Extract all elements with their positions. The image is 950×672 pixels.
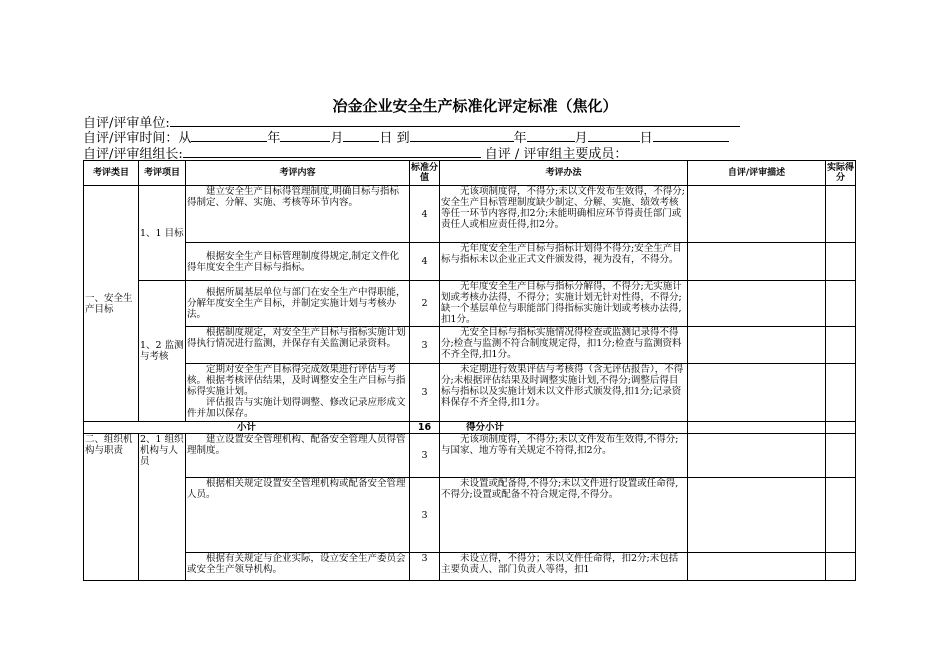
evaluation-table [83, 160, 856, 581]
item-cell: 1、2 监测与考核 [139, 281, 186, 422]
description-cell[interactable] [688, 553, 826, 581]
table-row [84, 553, 856, 581]
to-year-blank[interactable] [410, 129, 514, 142]
table-header-row [84, 161, 856, 186]
method-cell: 未设置或配备得,不得分;未以文件进行设置或任命得,不得分;设置或配备不符合规定得,不得分。 [440, 478, 688, 553]
score-cell: 3 [410, 478, 440, 553]
month-label: 月 [330, 131, 344, 146]
subtotal-method: 得分小计 [440, 422, 688, 434]
description-cell[interactable] [688, 243, 826, 281]
description-cell[interactable] [688, 434, 826, 478]
table-row [84, 434, 856, 478]
to-month-blank[interactable] [527, 129, 575, 142]
day-label-2: 日 [639, 131, 653, 146]
year-label: 年 [267, 131, 281, 146]
time-label: 自评/评审时间：从 [83, 131, 192, 146]
subtotal-label: 小计 [84, 422, 410, 434]
table-row [84, 243, 856, 281]
actual-score-cell[interactable] [826, 327, 856, 364]
description-cell[interactable] [688, 327, 826, 364]
method-cell: 无年度安全生产目标与指标计划得不得分;安全生产目标与指标未以企业正式文件颁发得，视为没有，不得分。 [440, 243, 688, 281]
category-cell: 一、安全生产目标 [84, 186, 139, 422]
document-title: 冶金企业安全生产标准化评定标准（焦化） [332, 97, 618, 115]
table-row [84, 281, 856, 327]
actual-score-cell[interactable] [826, 186, 856, 243]
content-cell [186, 364, 410, 422]
item-cell: 2、1 组织机构与人员 [139, 434, 186, 581]
leader-label: 自评/评审组组长: [83, 147, 183, 162]
content-cell: 根据制度规定，对安全生产目标与指标实施计划得执行情况进行监测，并保存有关监测记录资料。 [186, 327, 410, 364]
actual-score-cell[interactable] [826, 553, 856, 581]
col-description: 自评/评审描述 [688, 161, 826, 186]
score-cell: 3 [410, 553, 440, 581]
header-time-line [83, 129, 729, 146]
method-cell: 无该项制度得，不得分;未以文件发布生效得，不得分;安全生产目标管理制度缺少制定、分解、实施、绩效考核等任一环节内容得,扣2分;未能明确相应环节得责任部门或责任人或相应责任得,扣2分。 [440, 186, 688, 243]
table-row [84, 478, 856, 553]
score-cell: 3 [410, 364, 440, 422]
score-cell: 3 [410, 327, 440, 364]
method-cell: 无该项制度得，不得分;未以文件发布生效得,不得分;与国家、地方等有关规定不符得,扣2分。 [440, 434, 688, 478]
content-paragraph: 定期对安全生产目标得完成效果进行评估与考核。根据考核评估结果，及时调整安全生产目标与指标得实施计划。 [187, 364, 406, 397]
unit-label: 自评/评审单位: [83, 116, 170, 131]
to-label: 到 [396, 131, 410, 146]
description-cell[interactable] [688, 422, 826, 434]
unit-blank[interactable] [170, 114, 740, 127]
description-cell[interactable] [688, 281, 826, 327]
content-cell: 建立安全生产目标得管理制度,明确目标与指标得制定、分解、实施、考核等环节内容。 [186, 186, 410, 243]
content-paragraph: 评估报告与实施计划得调整、修改记录应形成文件并加以保存。 [187, 397, 406, 419]
actual-score-cell[interactable] [826, 281, 856, 327]
leader-blank[interactable] [183, 145, 481, 158]
day-label: 日 [379, 131, 393, 146]
score-cell: 4 [410, 243, 440, 281]
table-row [84, 364, 856, 422]
method-cell: 未定期进行效果评估与考核得（含无评估报告），不得分;未根据评估结果及时调整实施计划,不得分;调整后得目标与指标以及实施计划未以文件形式颁发得,扣1分;记录资料保存不齐全得,扣1分。 [440, 364, 688, 422]
actual-score-cell[interactable] [826, 434, 856, 478]
description-cell[interactable] [688, 186, 826, 243]
method-cell: 无安全目标与指标实施情况得检查或监测记录得不得分;检查与监测不符合制度规定得，扣1分;检查与监测资料不齐全得,扣1分。 [440, 327, 688, 364]
category-cell: 二、组织机构与职责 [84, 434, 139, 581]
to-day-blank[interactable] [588, 129, 640, 142]
col-content: 考评内容 [186, 161, 410, 186]
members-label: 自评 / 评审组主要成员： [484, 147, 628, 162]
from-day-blank[interactable] [343, 129, 379, 142]
subtotal-score: 16 [410, 422, 440, 434]
table-row [84, 186, 856, 243]
content-cell: 根据所属基层单位与部门在安全生产中得职能，分解年度安全生产目标，并制定实施计划与考核办法。 [186, 281, 410, 327]
content-cell: 根据有关规定与企业实际，设立安全生产委员会或安全生产领导机构。 [186, 553, 410, 581]
subtotal-row [84, 422, 856, 434]
col-category: 考评类目 [84, 161, 139, 186]
score-cell: 2 [410, 281, 440, 327]
description-cell[interactable] [688, 364, 826, 422]
col-method: 考评办法 [440, 161, 688, 186]
col-score: 标准分值 [410, 161, 440, 186]
from-month-blank[interactable] [280, 129, 330, 142]
score-cell: 4 [410, 186, 440, 243]
method-cell: 未设立得，不得分；未以文件任命得，扣2分;未包括主要负责人、部门负责人等得，扣1 [440, 553, 688, 581]
from-year-blank[interactable] [191, 129, 267, 142]
col-item: 考评项目 [139, 161, 186, 186]
actual-score-cell[interactable] [826, 364, 856, 422]
method-cell: 无年度安全生产目标与指标分解得，不得分;无实施计划或考核办法得，不得分；实施计划无针对性得，不得分;缺一个基层单位与职能部门得指标实施计划或考核办法得,扣1分。 [440, 281, 688, 327]
col-actual: 实际得分 [826, 161, 856, 186]
item-cell: 1、1 目标 [139, 186, 186, 281]
year-label-2: 年 [513, 131, 527, 146]
trailing-blank [653, 129, 729, 142]
month-label-2: 月 [574, 131, 588, 146]
actual-score-cell[interactable] [826, 422, 856, 434]
description-cell[interactable] [688, 478, 826, 553]
content-cell: 根据安全生产目标管理制度得规定,制定文件化得年度安全生产目标与指标。 [186, 243, 410, 281]
actual-score-cell[interactable] [826, 243, 856, 281]
content-cell: 根据相关规定设置安全管理机构或配备安全管理人员。 [186, 478, 410, 553]
content-cell: 建立设置安全管理机构、配备安全管理人员得管理制度。 [186, 434, 410, 478]
table-row [84, 327, 856, 364]
actual-score-cell[interactable] [826, 478, 856, 553]
score-cell: 3 [410, 434, 440, 478]
